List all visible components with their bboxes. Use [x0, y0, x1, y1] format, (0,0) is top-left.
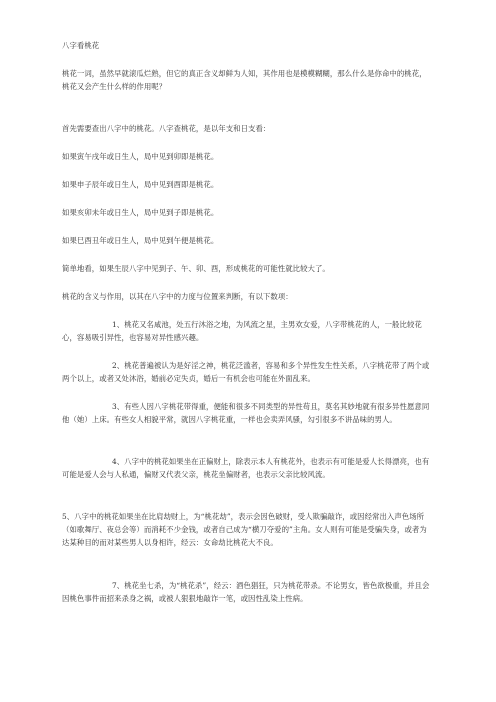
rule-item: 如果亥卯未年或日生人，局中见到子即是桃花。: [62, 208, 219, 217]
meaning-point: 3、有些人因八字桃花带得重，便能和很多不同类型的异性苟且，莫名其妙地就有很多异性愿意同他（她）上床。有些女人相貌平常，就因八字桃花重，一样也会卖弄风骚，勾引很多不讲品味的男人。: [62, 402, 430, 424]
meaning-point: 5、八字中的桃花如果坐在比肩劫财上，为“桃花劫”，表示会因色破财，受人欺骗敲诈，或因经常出入声色场所（如歌舞厅、夜总会等）而消耗不少金钱，或者自己成为“横刀夺爱的”主角。女人则有可能是受骗失身，或者为达某种目的而对某些男人以身相许，经云：女命劫比桃花大不良。: [62, 512, 427, 547]
document-title: 八字看桃花: [62, 41, 100, 50]
meaning-point: 2、桃花普遍被认为是好淫之神，桃花泛滥者，容易和多个异性发生性关系，八字桃花带了两个或两个以上，或者又处沐浴，婚前必定失贞，婚后一有机会也可能在外面乱来。: [62, 361, 430, 383]
rule-item: 如果申子辰年或日生人，局中见到酉即是桃花。: [62, 180, 219, 189]
meaning-point: 1、桃花又名咸池，处五行沐浴之地，为风流之星，主男欢女爱，八字带桃花的人，一般比较花心，容易吸引异性，也容易对异性感兴趣。: [62, 320, 422, 342]
meaning-point: 7、桃花坐七杀，为“桃花杀”，经云：酒色猖狂，只为桃花带杀。不论男女，皆色欲极重，并且会因桃色事件而招来杀身之祸，或被人狠狠地敲诈一笔，或因性乱染上性病。: [62, 581, 430, 603]
rule-item: 如果寅午戌年或日生人，局中见到卯即是桃花。: [62, 152, 219, 161]
method-intro-paragraph: 首先需要查出八字中的桃花。八字查桃花，是以年支和日支看：: [62, 124, 271, 133]
intro-paragraph: 桃花一词，虽然早就滚瓜烂熟，但它的真正含义却鲜为人知，其作用也是模模糊糊，那么什么是你命中的桃花，桃花又会产生什么样的作用呢？: [62, 69, 427, 91]
meaning-point: 4、八字中的桃花如果坐在正偏财上，除表示本人有桃花外，也表示有可能是爱人长得漂亮，也有可能是爱人会与人私通，偏财又代表父亲，桃花坐偏财者，也表示父亲比较风流。: [62, 457, 430, 479]
meaning-intro-paragraph: 桃花的含义与作用，以其在八字中的力度与位置来判断，有以下数项：: [62, 292, 293, 301]
summary-paragraph: 简单地看，如果生辰八字中见到子、午、卯、酉，形成桃花的可能性就比较大了。: [62, 264, 330, 273]
rule-item: 如果巳酉丑年或日生人，局中见到午便是桃花。: [62, 236, 219, 245]
